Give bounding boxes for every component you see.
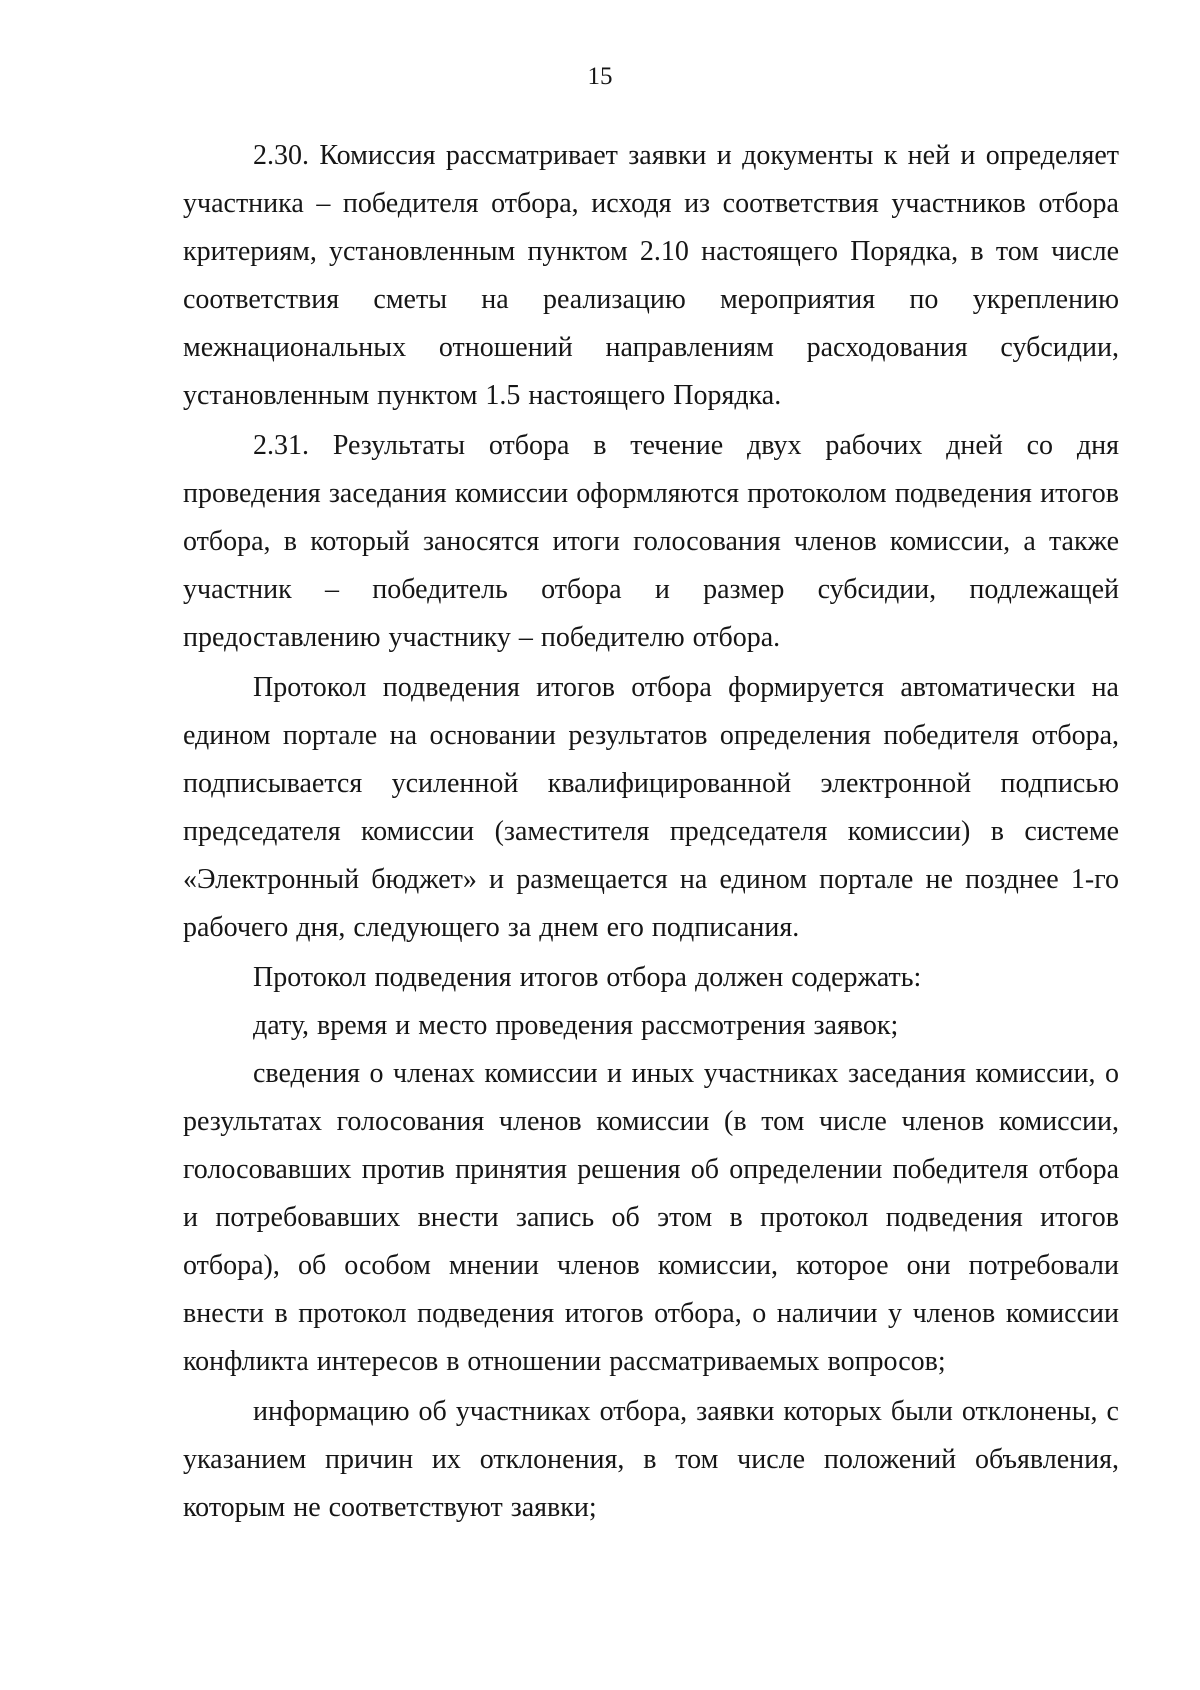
paragraph-2-30: 2.30. Комиссия рассматривает заявки и документы к ней и определяет участника – победителя отбора, исходя из соответствия участников отбора критериям, установленным пунктом 2.10 настоящего Порядка, в том числе соответствия сметы на реализацию мероприятия по укреплению межнациональных отношений направлениям расходования субсидии, установленным пунктом 1.5 настоящего Порядка. — [183, 140, 1119, 411]
page-number: 15 — [587, 63, 613, 90]
paragraph-protocol-contents-intro: Протокол подведения итогов отбора должен содержать: — [253, 962, 922, 993]
list-item-date-time-place: дату, время и место проведения рассмотрения заявок; — [253, 1010, 899, 1041]
list-item-commission-members: сведения о членах комиссии и иных участниках заседания комиссии, о результатах голосования членов комиссии (в том числе членов комиссии, голосовавших против принятия решения об определении победителя отбора и потребовавших внести запись об этом в протокол подведения итогов отбора), об особом мнении членов комиссии, которое они потребовали внести в протокол подведения итогов отбора, о наличии у членов комиссии конфликта интересов в отношении рассматриваемых вопросов; — [183, 1058, 1119, 1377]
paragraph-2-31: 2.31. Результаты отбора в течение двух рабочих дней со дня проведения заседания комиссии оформляются протоколом подведения итогов отбора, в который заносятся итоги голосования членов комиссии, а также участник – победитель отбора и размер субсидии, подлежащей предоставлению участнику – победителю отбора. — [183, 430, 1119, 653]
paragraph-protocol-formation: Протокол подведения итогов отбора формируется автоматически на едином портале на основании результатов определения победителя отбора, подписывается усиленной квалифицированной электронной подписью председателя комиссии (заместителя председателя комиссии) в системе «Электронный бюджет» и размещается на едином портале не позднее 1-го рабочего дня, следующего за днем его подписания. — [183, 672, 1119, 943]
list-item-rejected-applications: информацию об участниках отбора, заявки которых были отклонены, с указанием причин их отклонения, в том числе положений объявления, которым не соответствуют заявки; — [183, 1396, 1119, 1523]
document-body — [183, 132, 1119, 1532]
